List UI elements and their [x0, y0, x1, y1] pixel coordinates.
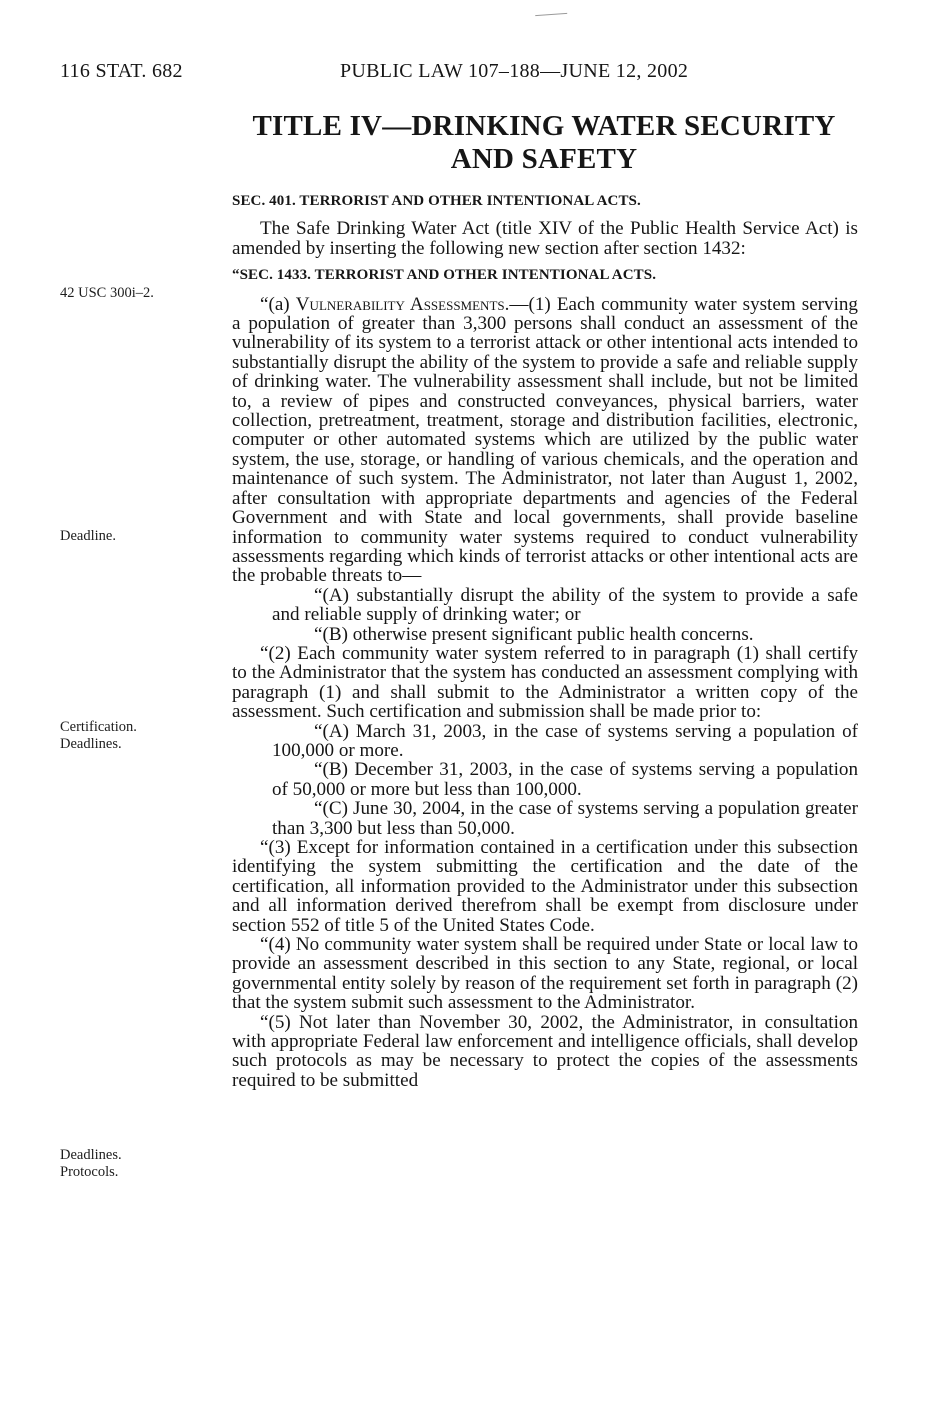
subsection-a-open: “(a): [260, 293, 296, 315]
clause-2-c: “(C) June 30, 2004, in the case of systems serving a population greater than 3,300 but less than 50,000.: [272, 798, 858, 839]
title-line-2: AND SAFETY: [450, 143, 638, 175]
section-heading: SEC. 401. TERRORIST AND OTHER INTENTIONAL ACTS.: [232, 193, 641, 209]
public-law-heading: PUBLIC LAW 107–188—JUNE 12, 2002: [340, 60, 689, 82]
scan-artifact: [535, 7, 567, 16]
clause-1-b: “(B) otherwise present significant public health concerns.: [314, 623, 754, 645]
document-body: [232, 192, 858, 1090]
subsection-a-text: .—(1) Each community water system serving a population of greater than 3,300 persons shall conduct an assessment of the vulnerability of its system to a terrorist attack or other intentional acts intended to substantially disrupt the ability of the system to provide a safe and reliable supply of drinking water. The vulnerability assessment shall include, but not be limited to, a review of pipes and constructed conveyances, physical barriers, water collection, pretreatment, treatment, storage and distribution facilities, electronic, computer or other automated systems which are utilized by the public water system, the use, storage, or handling of various chemicals, and the operation and maintenance of such system. The Administrator, not later than August 1, 2002, after consultation with appropriate departments and agencies of the Federal Government and with State and local governments, shall provide baseline information to community water systems required to conduct vulnerability assessments regarding which kinds of terrorist attacks or other intentional acts are the probable threats to—: [232, 293, 858, 587]
clause-2-b: “(B) December 31, 2003, in the case of systems serving a population of 50,000 or more but less than 100,000.: [272, 759, 858, 800]
new-section-heading: “SEC. 1433. TERRORIST AND OTHER INTENTIONAL ACTS.: [232, 267, 657, 284]
subsection-a-caption: Vulnerability Assessments: [295, 293, 505, 315]
paragraph-5: “(5) Not later than November 30, 2002, the Administrator, in consultation with appropriate Federal law enforcement and intelligence officials, shall develop such protocols as may be necessary to protect the copies of the assessments required to be submitted: [232, 1011, 858, 1091]
subsection-a-paragraph-1: [232, 295, 858, 586]
clause-2-a: “(A) March 31, 2003, in the case of systems serving a population of 100,000 or more.: [272, 720, 858, 761]
title-heading: [232, 110, 856, 176]
paragraph-2: “(2) Each community water system referred to in paragraph (1) shall certify to the Administrator that the system has conducted an assessment complying with paragraph (1) and shall submit to the Administrator a written copy of the assessment. Such certification and submission shall be made prior to:: [232, 642, 858, 723]
margin-note-deadline: Deadline.: [60, 528, 116, 544]
section-intro: The Safe Drinking Water Act (title XIV of the Public Health Service Act) is amended by inserting the following new section after section 1432:: [232, 218, 858, 259]
margin-note-protocols: Protocols.: [60, 1164, 119, 1180]
margin-note-usc: 42 USC 300i–2.: [60, 285, 154, 301]
paragraph-4: “(4) No community water system shall be required under State or local law to provide an assessment described in this section to any State, regional, or local governmental entity solely by reason of the requirement set forth in paragraph (2) that the system submit such assessment to the Administrator.: [232, 934, 858, 1014]
margin-note-deadlines-2: Deadlines.: [60, 1147, 122, 1163]
paragraph-3: “(3) Except for information contained in a certification under this subsection identifying the system submitting the certification and the date of the certification, all information provided to the Administrator under this subsection and all information derived therefrom shall be exempt from disclosure under section 552 of title 5 of the United States Code.: [232, 837, 858, 936]
statute-citation: 116 STAT. 682: [60, 60, 183, 82]
margin-note-certification: Certification.: [60, 719, 137, 735]
title-line-1: TITLE IV—DRINKING WATER SECURITY: [252, 110, 836, 142]
clause-1-a: “(A) substantially disrupt the ability of the system to provide a safe and reliable supply of drinking water; or: [272, 584, 858, 626]
margin-note-deadlines: Deadlines.: [60, 736, 122, 752]
